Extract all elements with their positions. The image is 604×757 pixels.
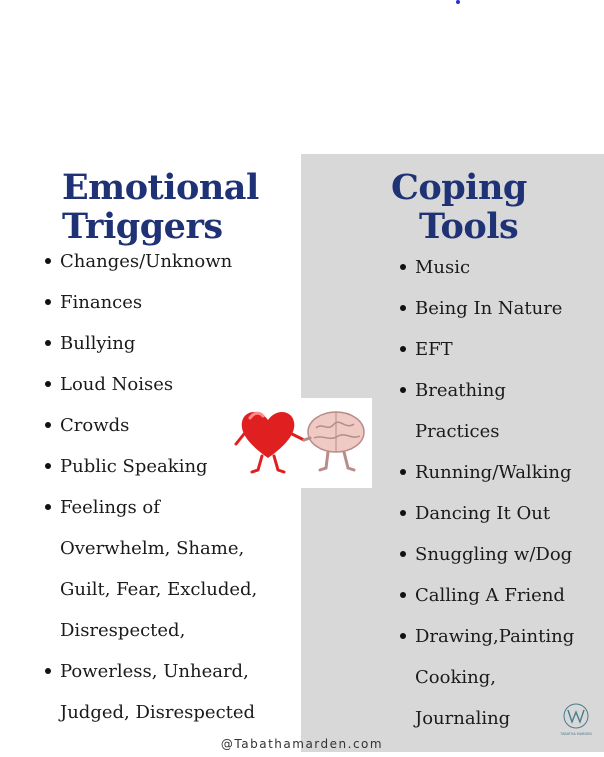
triggers-heading-line1: Emotional <box>62 167 259 208</box>
bullet-icon <box>45 463 51 469</box>
triggers-heading <box>62 168 259 246</box>
coping-item-text: EFT <box>415 339 453 360</box>
trigger-item-text: Guilt, Fear, Excluded, <box>60 579 258 600</box>
trigger-item <box>60 282 290 323</box>
trigger-item <box>60 487 290 528</box>
bullet-icon <box>45 258 51 264</box>
heart-brain-illustration <box>230 398 372 488</box>
trigger-item-text: Crowds <box>60 415 130 436</box>
coping-item-text: Journaling <box>415 708 511 729</box>
coping-item-text: Dancing It Out <box>415 503 551 524</box>
coping-heading-line1: Coping <box>391 167 527 208</box>
trigger-item-text: Public Speaking <box>60 456 208 477</box>
bullet-icon <box>45 381 51 387</box>
logo-text: TABATHA MARDEN <box>560 732 592 736</box>
coping-item <box>415 493 600 534</box>
bullet-icon <box>400 469 406 475</box>
trigger-item <box>60 692 290 733</box>
trigger-item <box>60 528 290 569</box>
coping-item <box>415 370 600 411</box>
trigger-item-text: Finances <box>60 292 143 313</box>
coping-item-text: Snuggling w/Dog <box>415 544 573 565</box>
trigger-item-text: Feelings of <box>60 497 160 518</box>
bullet-icon <box>400 633 406 639</box>
bullet-icon <box>400 592 406 598</box>
infographic-card <box>0 154 604 752</box>
coping-item-text: Practices <box>415 421 500 442</box>
brain-character-icon <box>304 412 364 470</box>
trigger-item-text: Changes/Unknown <box>60 251 233 272</box>
trigger-item-text: Judged, Disrespected <box>60 702 256 723</box>
bullet-icon <box>45 340 51 346</box>
bullet-icon <box>45 504 51 510</box>
trigger-item <box>60 651 290 692</box>
coping-item-text: Drawing,Painting <box>415 626 575 647</box>
trigger-item-text: Overwhelm, Shame, <box>60 538 245 559</box>
bullet-icon <box>400 551 406 557</box>
coping-item <box>415 616 600 657</box>
coping-item <box>415 288 600 329</box>
coping-item-text: Calling A Friend <box>415 585 565 606</box>
trigger-item-text: Disrespected, <box>60 620 186 641</box>
bullet-icon <box>400 305 406 311</box>
bullet-icon <box>45 668 51 674</box>
trigger-item-text: Bullying <box>60 333 136 354</box>
coping-item <box>415 452 600 493</box>
coping-item <box>415 534 600 575</box>
coping-item-text: Running/Walking <box>415 462 572 483</box>
trigger-item-text: Powerless, Unheard, <box>60 661 249 682</box>
coping-item-text: Music <box>415 257 471 278</box>
trigger-item-text: Loud Noises <box>60 374 174 395</box>
heart-character-icon <box>236 412 304 472</box>
coping-item <box>415 575 600 616</box>
bullet-icon <box>400 264 406 270</box>
accent-dot <box>456 0 460 4</box>
coping-item-text: Cooking, <box>415 667 496 688</box>
coping-list <box>415 247 600 739</box>
trigger-item <box>60 241 290 282</box>
bullet-icon <box>45 299 51 305</box>
brand-logo <box>560 702 592 738</box>
coping-item-text: Breathing <box>415 380 506 401</box>
coping-item <box>415 411 600 452</box>
coping-item-text: Being In Nature <box>415 298 563 319</box>
bullet-icon <box>400 387 406 393</box>
coping-heading-line2: Tools <box>419 206 519 247</box>
coping-item <box>415 657 600 698</box>
footer-handle: @Tabathamarden.com <box>220 737 384 751</box>
bullet-icon <box>400 346 406 352</box>
coping-item <box>415 329 600 370</box>
coping-heading <box>391 168 527 246</box>
trigger-item <box>60 610 290 651</box>
trigger-item <box>60 569 290 610</box>
bullet-icon <box>45 422 51 428</box>
bullet-icon <box>400 510 406 516</box>
trigger-item <box>60 323 290 364</box>
triggers-heading-line2: Triggers <box>62 206 223 247</box>
coping-item <box>415 247 600 288</box>
